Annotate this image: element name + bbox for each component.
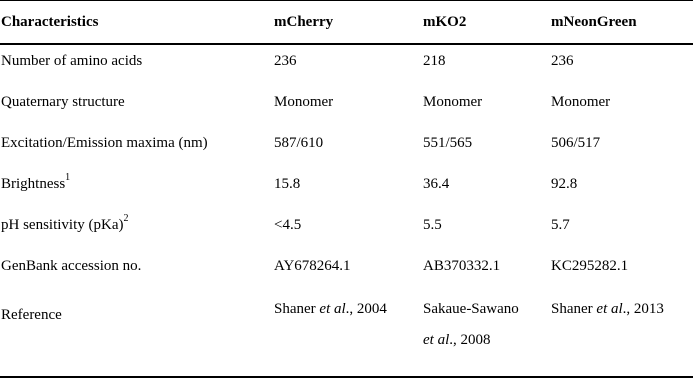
- row-label: Brightness: [1, 176, 66, 192]
- table-row-amino-acids: [0, 44, 693, 85]
- reference-etal: et al: [319, 301, 346, 317]
- table-row-excitation-emission: [0, 126, 693, 167]
- cell-value: 5.7: [551, 217, 570, 233]
- reference-author: Shaner: [274, 301, 320, 317]
- row-label-cell: [0, 208, 274, 249]
- reference-etal: et al: [596, 301, 623, 317]
- cell-value: 236: [274, 53, 297, 69]
- cell-value: Monomer: [551, 94, 611, 110]
- cell-value: AB370332.1: [423, 258, 501, 274]
- row-label: pH sensitivity (pKa): [1, 217, 124, 233]
- row-label: Number of amino acids: [1, 53, 143, 69]
- row-label: Reference: [0, 290, 274, 377]
- reference-mcherry: [274, 290, 423, 377]
- reference-year: ., 2004: [345, 301, 387, 317]
- cell-value: 551/565: [423, 135, 473, 151]
- footnote-marker: 1: [65, 172, 71, 183]
- header-characteristics: Characteristics: [0, 1, 274, 45]
- table-header-row: [0, 1, 693, 45]
- table-row-genbank: [0, 249, 693, 290]
- row-label: Quaternary structure: [1, 94, 125, 110]
- table-row-reference: [0, 290, 693, 377]
- cell-value: 587/610: [274, 135, 324, 151]
- table-row-brightness: [0, 167, 693, 208]
- cell-value: Monomer: [423, 94, 483, 110]
- reference-author: Sakaue-Sawano: [423, 301, 519, 317]
- cell-value: 15.8: [274, 176, 301, 192]
- cell-value: <4.5: [274, 217, 302, 233]
- table-row-ph-sensitivity: [0, 208, 693, 249]
- cell-value: 506/517: [551, 135, 601, 151]
- reference-author: Shaner: [551, 301, 597, 317]
- header-mko2: mKO2: [423, 1, 551, 45]
- cell-value: 36.4: [423, 176, 450, 192]
- reference-mko2: [423, 290, 551, 377]
- cell-value: Monomer: [274, 94, 334, 110]
- header-mcherry: mCherry: [274, 1, 423, 45]
- cell-value: AY678264.1: [274, 258, 351, 274]
- footnote-marker: 2: [123, 213, 129, 224]
- header-mneongreen: mNeonGreen: [551, 1, 693, 45]
- row-label-cell: [0, 167, 274, 208]
- cell-value: 5.5: [423, 217, 442, 233]
- reference-etal: et al: [423, 332, 450, 348]
- cell-value: 236: [551, 53, 574, 69]
- row-label: Excitation/Emission maxima (nm): [1, 135, 208, 151]
- reference-mneongreen: [551, 290, 693, 377]
- cell-value: 92.8: [551, 176, 578, 192]
- reference-year: ., 2008: [449, 332, 491, 348]
- cell-value: 218: [423, 53, 446, 69]
- cell-value: KC295282.1: [551, 258, 629, 274]
- row-label: GenBank accession no.: [1, 258, 142, 274]
- reference-year: ., 2013: [622, 301, 664, 317]
- table-row-quaternary-structure: [0, 85, 693, 126]
